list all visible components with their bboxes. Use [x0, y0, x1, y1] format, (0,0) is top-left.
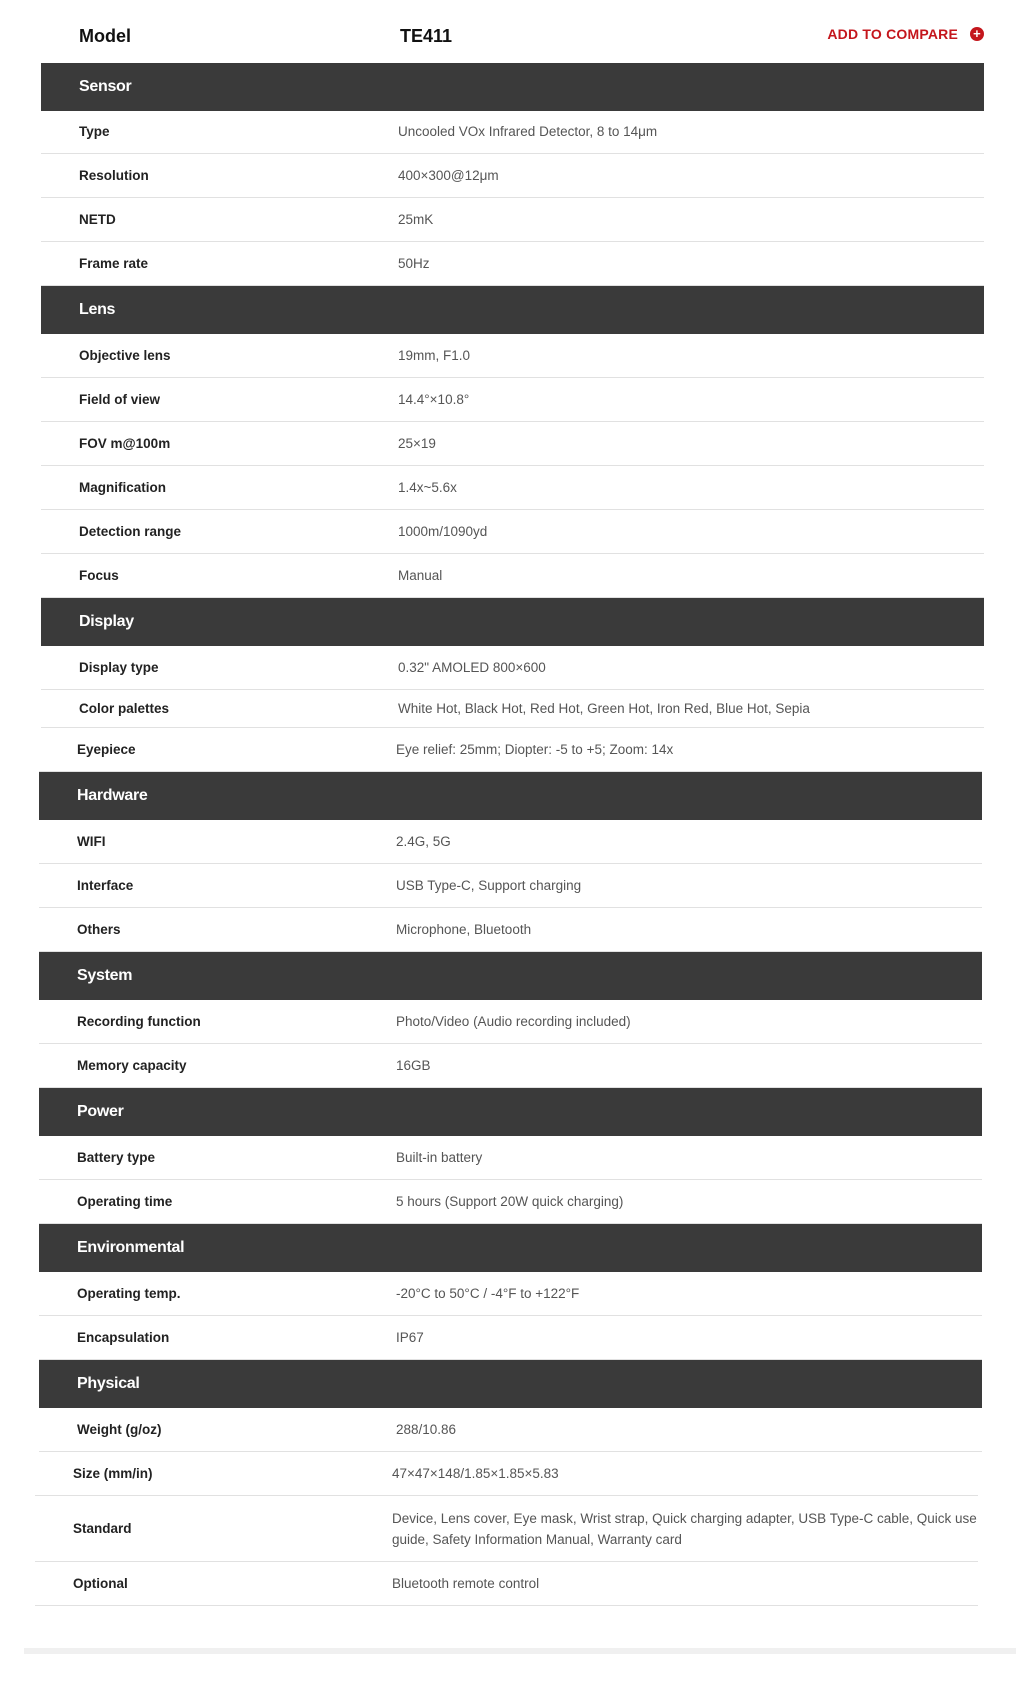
spec-key: Focus — [79, 568, 119, 583]
plus-circle-icon: + — [970, 27, 984, 41]
spec-value: 1000m/1090yd — [398, 524, 488, 539]
spec-row — [39, 908, 982, 952]
model-name: TE411 — [400, 26, 453, 46]
spec-value: 50Hz — [398, 256, 430, 271]
spec-value: 1.4x~5.6x — [398, 480, 457, 495]
spec-value: 16GB — [396, 1058, 431, 1073]
spec-row — [35, 1452, 978, 1496]
spec-key: Objective lens — [79, 348, 171, 363]
spec-key: FOV m@100m — [79, 436, 171, 451]
footer-divider — [24, 1648, 1016, 1654]
spec-value: 400×300@12μm — [398, 168, 499, 183]
spec-row — [41, 422, 984, 466]
spec-value: Bluetooth remote control — [392, 1576, 540, 1591]
spec-row — [39, 1000, 982, 1044]
spec-value: Eye relief: 25mm; Diopter: -5 to +5; Zoom: 14x — [396, 742, 674, 757]
add-to-compare-label: ADD TO COMPARE — [827, 26, 958, 42]
spec-value: 2.4G, 5G — [396, 834, 451, 849]
section-header-display: Display — [41, 598, 984, 646]
spec-row — [39, 728, 982, 772]
spec-row — [39, 1316, 982, 1360]
section-header-sensor: Sensor — [41, 63, 984, 111]
spec-key: Memory capacity — [77, 1058, 187, 1073]
spec-row — [41, 510, 984, 554]
spec-key: Recording function — [77, 1014, 201, 1029]
spec-value: -20°C to 50°C / -4°F to +122°F — [396, 1286, 580, 1301]
spec-row — [35, 1496, 978, 1562]
spec-value: Device, Lens cover, Eye mask, Wrist strap, Quick charging adapter, USB Type-C cable, Quick use guide, Safety Information Manual, Warranty card — [392, 1510, 977, 1547]
spec-row — [39, 1272, 982, 1316]
spec-row — [41, 554, 984, 598]
spec-key: Weight (g/oz) — [77, 1422, 162, 1437]
spec-key: Magnification — [79, 480, 166, 495]
add-to-compare-button[interactable] — [827, 26, 984, 42]
spec-key: Encapsulation — [77, 1330, 170, 1345]
spec-row — [41, 110, 984, 154]
section-header-system: System — [39, 952, 982, 1000]
spec-key: Frame rate — [79, 256, 149, 271]
spec-key: NETD — [79, 212, 116, 227]
spec-row — [41, 334, 984, 378]
spec-row — [41, 466, 984, 510]
spec-key: Detection range — [79, 524, 182, 539]
spec-row — [41, 198, 984, 242]
spec-value: USB Type-C, Support charging — [396, 878, 582, 893]
section-header-power: Power — [39, 1088, 982, 1136]
spec-key: Type — [79, 124, 110, 139]
spec-value: White Hot, Black Hot, Red Hot, Green Hot, Iron Red, Blue Hot, Sepia — [398, 701, 810, 716]
spec-key: Battery type — [77, 1150, 156, 1165]
spec-key: Display type — [79, 660, 159, 675]
spec-value: Microphone, Bluetooth — [396, 922, 532, 937]
spec-row — [39, 1408, 982, 1452]
spec-key: Optional — [73, 1576, 128, 1591]
spec-row — [39, 864, 982, 908]
spec-value: Built-in battery — [396, 1150, 483, 1165]
spec-key: Standard — [73, 1521, 132, 1536]
spec-key: Interface — [77, 878, 134, 893]
spec-key: Field of view — [79, 392, 161, 407]
spec-row — [41, 646, 984, 690]
model-label: Model — [79, 26, 131, 46]
spec-row — [41, 690, 984, 728]
spec-row — [41, 154, 984, 198]
header-row — [41, 18, 984, 58]
spec-value: 5 hours (Support 20W quick charging) — [396, 1194, 624, 1209]
spec-key: WIFI — [77, 834, 106, 849]
section-header-lens: Lens — [41, 286, 984, 334]
spec-value: IP67 — [396, 1330, 424, 1345]
spec-key: Size (mm/in) — [73, 1466, 153, 1481]
spec-value: Uncooled VOx Infrared Detector, 8 to 14μm — [398, 124, 658, 139]
spec-key: Operating time — [77, 1194, 173, 1209]
spec-row — [41, 242, 984, 286]
section-header-hardware: Hardware — [39, 772, 982, 820]
spec-value: 0.32" AMOLED 800×600 — [398, 660, 546, 675]
spec-row — [39, 820, 982, 864]
section-header-physical: Physical — [39, 1360, 982, 1408]
spec-value: Photo/Video (Audio recording included) — [396, 1014, 631, 1029]
spec-key: Operating temp. — [77, 1286, 181, 1301]
spec-value: 288/10.86 — [396, 1422, 457, 1437]
spec-row — [41, 378, 984, 422]
spec-row — [39, 1180, 982, 1224]
spec-row — [39, 1044, 982, 1088]
section-header-environmental: Environmental — [39, 1224, 982, 1272]
spec-key: Eyepiece — [77, 742, 136, 757]
spec-key: Color palettes — [79, 701, 170, 716]
spec-value: 19mm, F1.0 — [398, 348, 471, 363]
spec-value: 14.4°×10.8° — [398, 392, 470, 407]
spec-row — [35, 1562, 978, 1606]
spec-key: Resolution — [79, 168, 149, 183]
spec-value: 25mK — [398, 212, 434, 227]
spec-key: Others — [77, 922, 121, 937]
spec-row — [39, 1136, 982, 1180]
spec-value: 47×47×148/1.85×1.85×5.83 — [392, 1466, 559, 1481]
spec-value: Manual — [398, 568, 443, 583]
spec-value: 25×19 — [398, 436, 436, 451]
